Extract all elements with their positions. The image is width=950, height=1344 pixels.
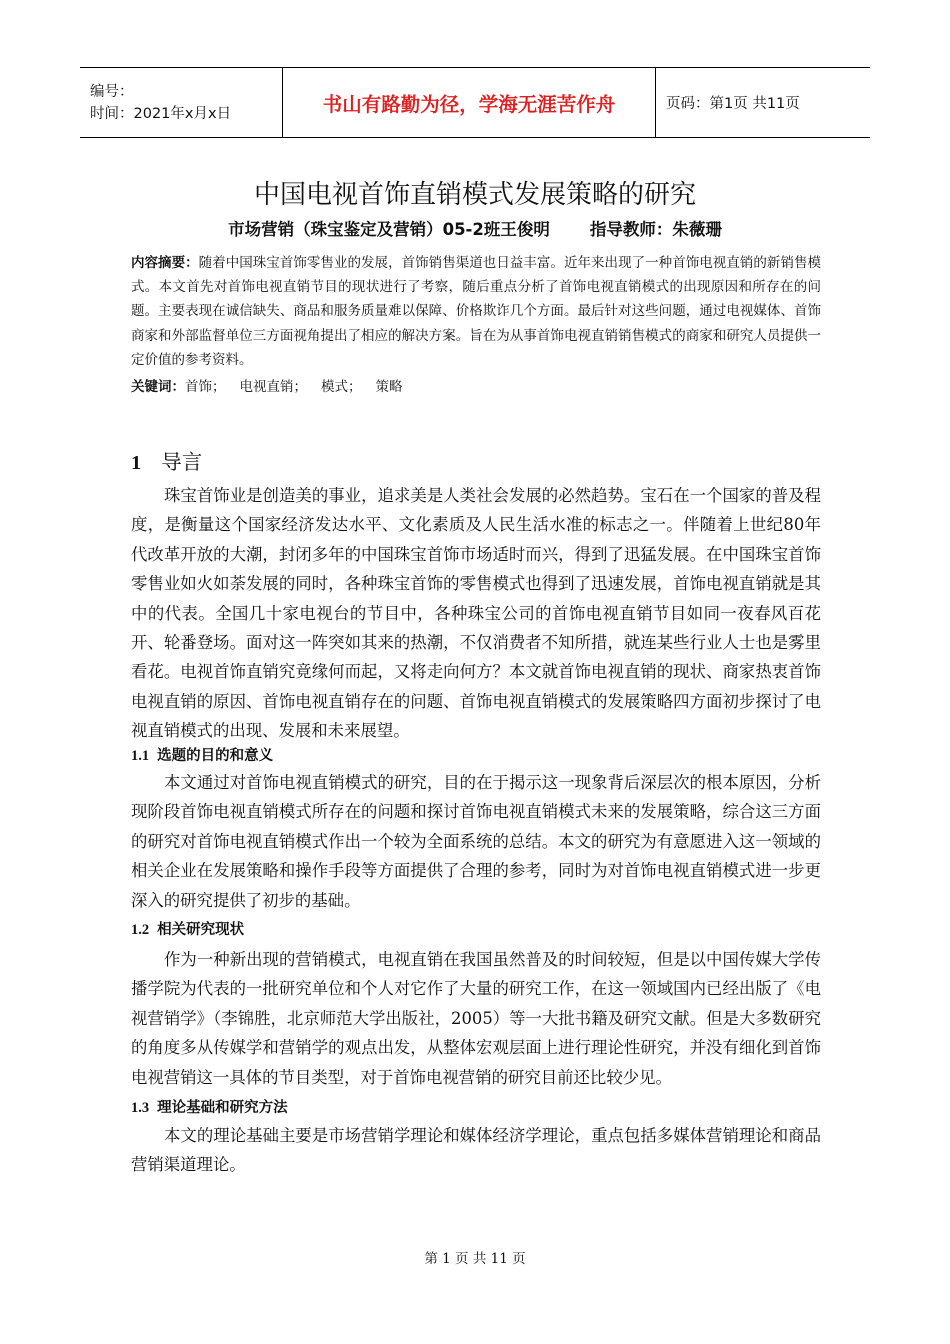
keyword: 电视直销； — [239, 379, 307, 395]
header-motto: 书山有路勤为径，学海无涯苦作舟 — [282, 68, 656, 137]
header-table — [80, 67, 870, 138]
abstract-label: 内容摘要： — [131, 255, 199, 271]
subsection-heading — [131, 744, 273, 765]
subsection-title: 理论基础和研究方法 — [157, 1100, 288, 1116]
abstract-text: 随着中国珠宝首饰零售业的发展，首饰销售渠道也日益丰富。近年来出现了一种首饰电视直销的新销售模式。本文首先对首饰电视直销节目的现状进行了考察，随后重点分析了首饰电视直销模式的出现原因和所存在的问题。主要表现在诚信缺失、商品和服务质量难以保障、价格欺诈几个方面。最后针对这些问题，通过电视媒体、首饰商家和外部监督单位三方面视角提出了相应的解决方案。旨在为从事首饰电视直销销售模式的商家和研究人员提供一定价值的参考资料。 — [131, 255, 822, 368]
subsection-title: 选题的目的和意义 — [157, 748, 274, 764]
subsection-number: 1.2 — [131, 922, 150, 938]
document-number-label: 编号： — [90, 83, 134, 100]
subsection-number: 1.1 — [131, 748, 150, 764]
subsection-heading — [131, 918, 244, 939]
section-title: 导言 — [161, 450, 203, 474]
abstract — [131, 251, 821, 372]
author-student: 市场营销（珠宝鉴定及营销）05-2班王俊明 — [228, 220, 550, 239]
subsection-heading — [131, 1096, 288, 1117]
subsection-paragraph: 本文的理论基础主要是市场营销学理论和媒体经济学理论，重点包括多媒体营销理论和商品营销渠道理论。 — [131, 1126, 821, 1175]
header-page-info: 页码：第1页 共11页 — [666, 96, 800, 112]
section-paragraph: 珠宝首饰业是创造美的事业，追求美是人类社会发展的必然趋势。宝石在一个国家的普及程度，是衡量这个国家经济发达水平、文化素质及人民生活水准的标志之一。伴随着上世纪80年代改革开放的大潮，封闭多年的中国珠宝首饰市场适时而兴，得到了迅猛发展。在中国珠宝首饰零售业如火如荼发展的同时，各种珠宝首饰的零售模式也得到了迅速发展，首饰电视直销就是其中的代表。全国几十家电视台的节目中，各种珠宝公司的首饰电视直销节目如同一夜春风百花开、轮番登场。面对这一阵突如其来的热潮，不仅消费者不知所措，就连某些行业人士也是雾里看花。电视首饰直销究竟缘何而起，又将走向何方？本文就首饰电视直销的现状、商家热衷首饰电视直销的原因、首饰电视直销存在的问题、首饰电视直销模式的发展策略四方面初步探讨了电视直销模式的出现、发展和未来展望。 — [131, 486, 821, 741]
document-time: 时间：2021年x月x日 — [90, 105, 232, 122]
author-line — [0, 216, 950, 240]
keyword: 策略 — [375, 379, 403, 395]
subsection-number: 1.3 — [131, 1100, 150, 1116]
subsection-title: 相关研究现状 — [157, 922, 245, 938]
keyword: 首饰； — [185, 379, 226, 395]
paper-title: 中国电视首饰直销模式发展策略的研究 — [253, 180, 696, 210]
keyword: 模式； — [321, 379, 362, 395]
section-number: 1 — [131, 452, 142, 474]
subsection-paragraph: 作为一种新出现的营销模式，电视直销在我国虽然普及的时间较短，但是以中国传媒大学传播学院为代表的一批研究单位和个人对它作了大量的研究工作，在这一领域国内已经出版了《电视营销学》（李锦胜，北京师范大学出版社，2005）等一大批书籍及研究文献。但是大多数研究的角度多从传媒学和营销学的观点出发，从整体宏观层面上进行理论性研究，并没有细化到首饰电视营销这一具体的节目类型，对于首饰电视营销的研究目前还比较少见。 — [131, 950, 821, 1087]
subsection-paragraph: 本文通过对首饰电视直销模式的研究，目的在于揭示这一现象背后深层次的根本原因，分析现阶段首饰电视直销模式所存在的问题和探讨首饰电视直销模式未来的发展策略，综合这三方面的研究对首饰电视直销模式作出一个较为全面系统的总结。本文的研究为有意愿进入这一领域的相关企业在发展策略和操作手段等方面提供了合理的参考，同时为对首饰电视直销模式进一步更深入的研究提供了初步的基础。 — [131, 773, 821, 910]
page-footer: 第 1 页 共 11 页 — [424, 1251, 526, 1267]
author-advisor: 指导教师：朱薇珊 — [589, 220, 722, 239]
header-meta — [80, 68, 282, 137]
section-heading — [131, 445, 202, 475]
keywords — [131, 376, 821, 398]
keywords-label: 关键词： — [131, 379, 185, 395]
